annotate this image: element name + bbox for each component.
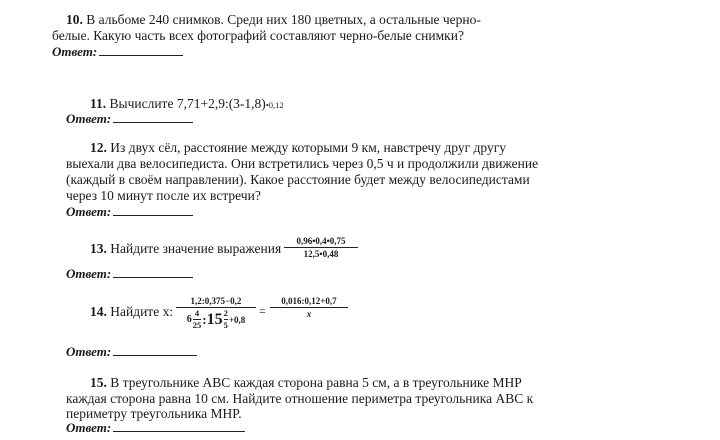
question-12-line1 xyxy=(90,140,506,155)
question-14 xyxy=(90,304,173,319)
mini-denominator: 5 xyxy=(223,320,228,330)
question-13-text: Найдите значение выражения xyxy=(110,241,282,256)
question-14-answer xyxy=(66,344,197,360)
question-13-numerator: 0,96•0,4•0,75 xyxy=(296,236,346,246)
question-14-right-denominator: x xyxy=(306,309,312,319)
question-15-text-line2: каждая сторона равна 10 см. Найдите отношение периметра треугольника ABC к xyxy=(66,391,534,406)
question-14-left-denominator xyxy=(187,309,245,330)
question-12-text-line4: через 10 минут после их встречи? xyxy=(66,188,261,203)
question-10-text-line1: В альбоме 240 снимков. Среди них 180 цветных, а остальные черно- xyxy=(86,12,481,27)
answer-field[interactable] xyxy=(113,266,193,278)
question-12-text-line2: выехали два велосипедиста. Они встретились через 0,5 ч и продолжили движение xyxy=(66,156,539,171)
question-13-number: 13. xyxy=(90,241,107,256)
answer-label: Ответ: xyxy=(66,266,112,281)
question-13-answer xyxy=(66,266,193,282)
fraction-bar xyxy=(176,307,256,308)
question-14-text: Найдите x: xyxy=(110,304,174,319)
answer-label: Ответ: xyxy=(66,111,112,126)
equals-sign: = xyxy=(259,304,266,318)
answer-label: Ответ: xyxy=(66,204,112,219)
fraction-bar xyxy=(270,307,348,308)
answer-field[interactable] xyxy=(113,111,193,123)
question-15-text-line3: периметру треугольника MHP. xyxy=(66,406,242,421)
question-10-line1 xyxy=(66,12,481,27)
plus-term: +0,8 xyxy=(228,314,246,325)
mixed-number-whole: 15 xyxy=(206,310,223,328)
answer-field[interactable] xyxy=(113,420,245,432)
mini-numerator: 4 xyxy=(194,308,200,318)
question-11-number: 11. xyxy=(90,96,107,111)
question-14-number: 14. xyxy=(90,304,107,319)
mixed-number-whole: 6 xyxy=(186,313,192,325)
question-14-left-numerator: 1,2:0,375−0,2 xyxy=(190,296,242,306)
question-15-text-line1: В треугольнике ABC каждая сторона равна 5 см, а в треугольнике MHP xyxy=(110,375,522,390)
question-15-line1 xyxy=(90,375,522,390)
answer-label: Ответ: xyxy=(52,44,98,59)
question-12-text-line1: Из двух сёл, расстояние между которыми 9 км, навстречу друг другу xyxy=(110,140,506,155)
question-13 xyxy=(90,241,281,256)
mixed-number-fraction xyxy=(193,309,202,330)
answer-field[interactable] xyxy=(113,344,197,356)
question-13-denominator: 12,5•0,48 xyxy=(303,249,339,259)
question-14-left-fraction xyxy=(176,296,256,330)
question-15-answer xyxy=(66,420,245,436)
question-11-tail: •0,12 xyxy=(265,100,284,110)
question-10-text-line2: белые. Какую часть всех фотографий составляют черно-белые снимки? xyxy=(52,28,464,43)
question-12-number: 12. xyxy=(90,140,107,155)
question-10-answer xyxy=(52,44,183,60)
fraction-bar xyxy=(284,247,358,248)
answer-field[interactable] xyxy=(113,204,193,216)
colon: : xyxy=(202,311,207,327)
question-11-text: Вычислите 7,71+2,9:(3-1,8) xyxy=(109,96,266,111)
question-15-number: 15. xyxy=(90,375,107,390)
question-10-number: 10. xyxy=(66,12,83,27)
question-13-fraction xyxy=(284,236,358,259)
mini-denominator: 25 xyxy=(192,320,202,330)
answer-label: Ответ: xyxy=(66,420,112,435)
mixed-number-fraction xyxy=(224,309,228,330)
answer-label: Ответ: xyxy=(66,344,112,359)
mini-numerator: 2 xyxy=(223,308,228,318)
question-12-text-line3: (каждый в своём направлении). Какое расстояние будет между велосипедистами xyxy=(66,172,530,187)
question-11-answer xyxy=(66,111,193,127)
question-14-right-fraction xyxy=(270,296,348,319)
answer-field[interactable] xyxy=(99,44,183,56)
question-14-right-numerator: 0,016:0,12+0,7 xyxy=(281,296,337,306)
question-12-answer xyxy=(66,204,193,220)
